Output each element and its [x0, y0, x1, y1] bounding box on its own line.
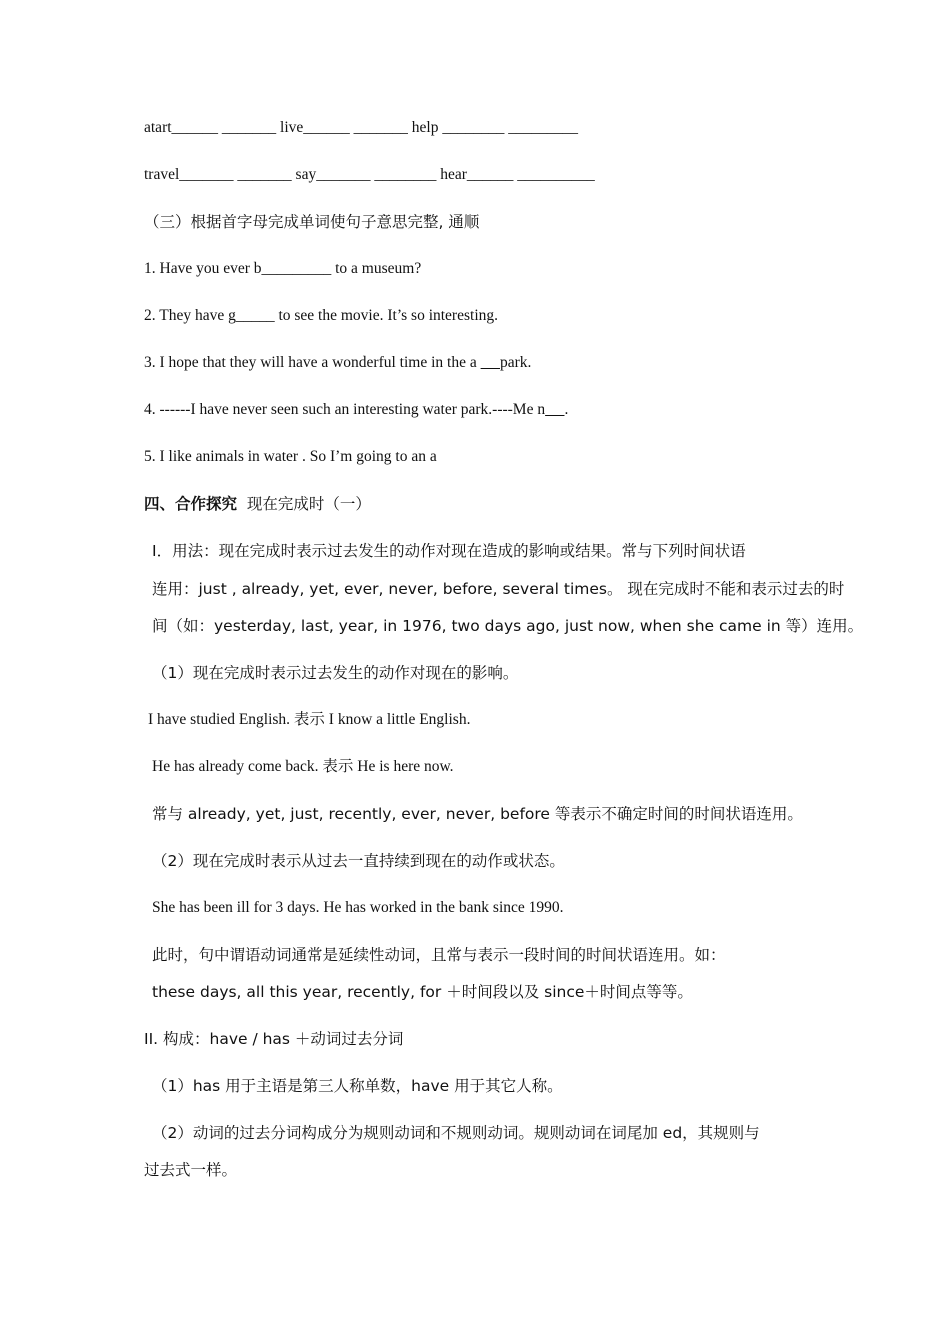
- question-3: [144, 353, 531, 373]
- usage-line-3: 间（如：yesterday, last, year, in 1976, two days ago, just now, when she came in 等）连用。: [152, 617, 864, 635]
- question-4-text: 4. ------I have never seen such an interesting water park.----Me n: [144, 401, 546, 418]
- structure-2-line-2: 过去式一样。: [144, 1161, 238, 1179]
- section-4-title-bold: 四、合作探究: [144, 495, 238, 513]
- example-2: He has already come back. 表示 He is here now.: [152, 758, 454, 775]
- note-1: 常与 already, yet, just, recently, ever, never, before 等表示不确定时间的时间状语连用。: [152, 805, 803, 823]
- structure-1: （1）has 用于主语是第三人称单数，have 用于其它人称。: [152, 1077, 563, 1095]
- note-2-line-2: these days, all this year, recently, for ＋时间段以及 since＋时间点等等。: [152, 983, 693, 1001]
- verb-forms-row-2: travel_______ _______ say_______ ________ hear______ __________: [144, 166, 595, 183]
- question-4: [144, 400, 568, 420]
- point-1: （1）现在完成时表示过去发生的动作对现在的影响。: [152, 664, 519, 682]
- point-2: （2）现在完成时表示从过去一直持续到现在的动作或状态。: [152, 852, 565, 870]
- example-3: She has been ill for 3 days. He has worked in the bank since 1990.: [152, 899, 564, 916]
- structure-title: II. 构成：have / has ＋动词过去分词: [144, 1030, 404, 1048]
- question-4-end: .: [564, 401, 569, 418]
- section-4-title-rest: 现在完成时（一）: [237, 495, 371, 513]
- question-1: 1. Have you ever b_________ to a museum?: [144, 260, 422, 277]
- section-3-title: （三）根据首字母完成单词使句子意思完整, 通顺: [144, 213, 480, 231]
- verb-forms-row-1: atart______ _______ live______ _______ help ________ _________: [144, 119, 578, 136]
- question-3-end: park.: [499, 354, 532, 371]
- question-3-blank: [481, 354, 500, 371]
- usage-line-1: I．用法：现在完成时表示过去发生的动作对现在造成的影响或结果。常与下列时间状语: [152, 542, 746, 560]
- question-4-blank: [545, 401, 564, 418]
- section-4-title: [144, 494, 371, 514]
- question-5: 5. I like animals in water . So I’m going to an a: [144, 448, 437, 465]
- note-2-line-1: 此时，句中谓语动词通常是延续性动词，且常与表示一段时间的时间状语连用。如：: [152, 946, 726, 964]
- question-3-text: 3. I hope that they will have a wonderful time in the a: [144, 354, 481, 371]
- structure-2-line-1: （2）动词的过去分词构成分为规则动词和不规则动词。规则动词在词尾加 ed，其规则与: [152, 1124, 760, 1142]
- usage-line-2: 连用：just , already, yet, ever, never, before, several times。 现在完成时不能和表示过去的时: [152, 580, 845, 598]
- example-1: I have studied English. 表示 I know a little English.: [148, 711, 471, 728]
- question-2: 2. They have g_____ to see the movie. It’s so interesting.: [144, 307, 498, 324]
